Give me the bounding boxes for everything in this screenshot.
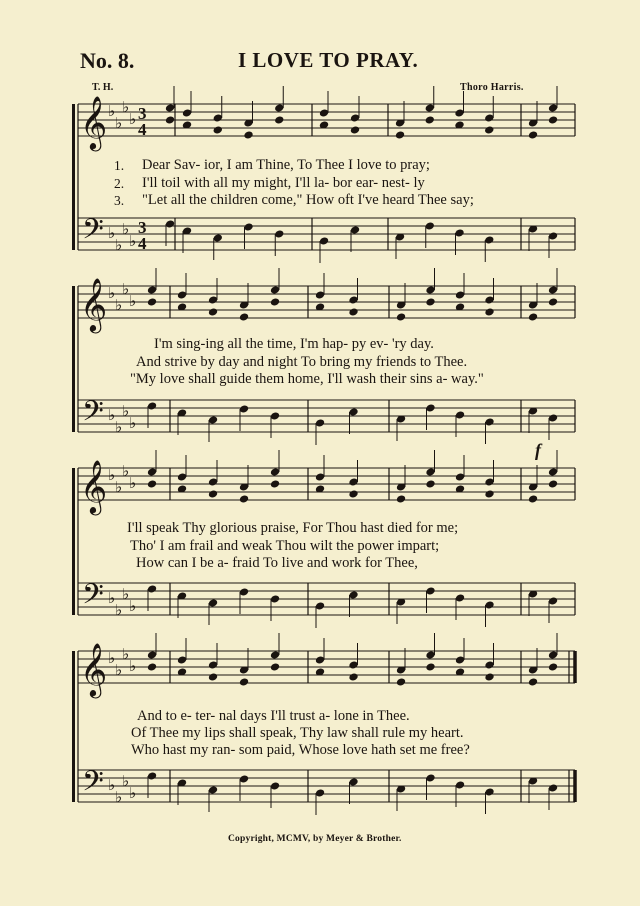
flat-icon: ♭ (108, 406, 116, 424)
system-bracket (72, 286, 75, 432)
lyric-verse2-line1: I'll toil with all my might, I'll la- bor ear- nest- ly (142, 175, 425, 191)
note-head (243, 130, 253, 139)
treble-clef-icon: 𝄞 (80, 95, 108, 149)
note-head (348, 489, 358, 498)
note-head (396, 677, 406, 686)
flat-icon: ♭ (108, 649, 116, 667)
verse-number-1: 1. (114, 158, 125, 173)
note-head (548, 115, 558, 124)
note-head (274, 115, 284, 124)
note-head (484, 489, 494, 498)
flat-icon: ♭ (122, 220, 130, 238)
system-bracket (72, 651, 75, 802)
note-head (395, 130, 405, 139)
flat-icon: ♭ (108, 224, 116, 242)
lyric-verse3-line3: How can I be a- fraid To live and work for Thee, (136, 555, 418, 571)
note-head (396, 312, 406, 321)
flat-icon: ♭ (122, 280, 130, 298)
treble-clef-icon: 𝄞 (80, 642, 108, 696)
flat-icon: ♭ (122, 98, 130, 116)
note-head (270, 662, 280, 671)
note-head (239, 312, 249, 321)
flat-icon: ♭ (122, 585, 130, 603)
flat-icon: ♭ (108, 776, 116, 794)
flat-icon: ♭ (108, 284, 116, 302)
time-signature-top: 3 (138, 218, 147, 237)
note-head (528, 312, 538, 321)
flat-icon: ♭ (122, 402, 130, 420)
lyric-verse2-line4: Of Thee my lips shall speak, Thy law shall rule my heart. (131, 725, 464, 741)
flat-icon: ♭ (108, 589, 116, 607)
dynamic-forte: f (535, 440, 541, 460)
flat-icon: ♭ (129, 597, 137, 615)
flat-icon: ♭ (115, 296, 123, 314)
note-head (548, 297, 558, 306)
bass-clef-icon: 𝄢 (82, 395, 104, 435)
flat-icon: ♭ (129, 232, 137, 250)
flat-icon: ♭ (115, 661, 123, 679)
system-bracket (72, 104, 75, 250)
copyright-notice: Copyright, MCMV, by Meyer & Brother. (228, 834, 402, 844)
note-head (484, 125, 494, 134)
flat-icon: ♭ (129, 110, 137, 128)
note-head (208, 672, 218, 681)
flat-icon: ♭ (115, 114, 123, 132)
bass-clef-icon: 𝄢 (82, 765, 104, 805)
verse-number-3: 3. (114, 193, 125, 208)
flat-icon: ♭ (129, 292, 137, 310)
flat-icon: ♭ (129, 657, 137, 675)
treble-clef-icon: 𝄞 (80, 277, 108, 331)
note-head (548, 662, 558, 671)
lyric-verse3-line4: Who hast my ran- som paid, Whose love hath set me free? (131, 742, 470, 758)
note-head (147, 662, 157, 671)
time-signature-bottom: 4 (138, 234, 147, 253)
lyric-verse2-line2: And strive by day and night To bring my friends to Thee. (136, 354, 468, 370)
note-head (208, 307, 218, 316)
treble-clef-icon: 𝄞 (80, 459, 108, 513)
note-head (528, 494, 538, 503)
flat-icon: ♭ (122, 462, 130, 480)
flat-icon: ♭ (115, 418, 123, 436)
time-signature-bottom: 4 (138, 120, 147, 139)
note-head (348, 672, 358, 681)
flat-icon: ♭ (115, 601, 123, 619)
flat-icon: ♭ (108, 102, 116, 120)
flat-icon: ♭ (122, 645, 130, 663)
note-head (239, 677, 249, 686)
note-head (528, 677, 538, 686)
note-head (213, 125, 223, 134)
lyric-verse3-line2: "My love shall guide them home, I'll wash their sins a- way." (130, 371, 484, 387)
note-head (425, 479, 435, 488)
flat-icon: ♭ (115, 478, 123, 496)
system-bracket (72, 468, 75, 615)
lyric-verse3-line1: "Let all the children come," How oft I've heard Thee say; (142, 192, 474, 208)
flat-icon: ♭ (129, 474, 137, 492)
note-head (165, 115, 175, 124)
note-head (396, 494, 406, 503)
note-head (147, 297, 157, 306)
note-head (208, 489, 218, 498)
note-head (350, 125, 360, 134)
lyric-verse1-line3: I'll speak Thy glorious praise, For Thou hast died for me; (127, 520, 459, 536)
lyric-verse1-line4: And to e- ter- nal days I'll trust a- lone in Thee. (137, 708, 410, 724)
flat-icon: ♭ (129, 784, 137, 802)
flat-icon: ♭ (122, 772, 130, 790)
lyric-verse2-line3: Tho' I am frail and weak Thou wilt the power impart; (130, 538, 440, 554)
lyric-verse1-line1: Dear Sav- ior, I am Thine, To Thee I love to pray; (142, 157, 430, 173)
note-head (548, 479, 558, 488)
hymn-number: No. 8. (80, 48, 135, 73)
time-signature-top: 3 (138, 104, 147, 123)
note-head (239, 494, 249, 503)
note-head (425, 297, 435, 306)
note-head (528, 130, 538, 139)
note-head (425, 662, 435, 671)
hymn-title: I LOVE TO PRAY. (238, 48, 419, 72)
note-head (147, 479, 157, 488)
flat-icon: ♭ (108, 466, 116, 484)
flat-icon: ♭ (115, 236, 123, 254)
verse-number-2: 2. (114, 176, 125, 191)
lyric-verse1-line2: I'm sing-ing all the time, I'm hap- py ev- 'ry day. (154, 336, 434, 352)
flat-icon: ♭ (115, 788, 123, 806)
note-head (484, 672, 494, 681)
note-head (270, 297, 280, 306)
note-head (484, 307, 494, 316)
note-head (270, 479, 280, 488)
flat-icon: ♭ (129, 414, 137, 432)
bass-clef-icon: 𝄢 (82, 578, 104, 618)
music-by: Thoro Harris. (460, 82, 524, 93)
note-head (425, 115, 435, 124)
words-by: T. H. (92, 82, 114, 93)
bass-clef-icon: 𝄢 (82, 213, 104, 253)
note-head (348, 307, 358, 316)
